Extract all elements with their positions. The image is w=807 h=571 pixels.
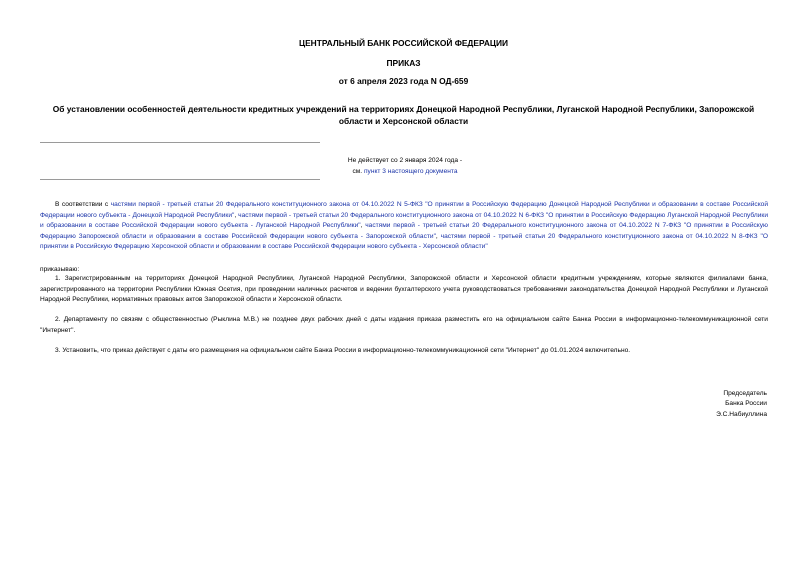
divider-top [40,142,320,143]
basis-prefix: В соответствии с [55,201,111,208]
law-link-6-fkz[interactable]: частями первой - третьей статьи 20 Федерального конституционного закона от 04.10.2022 N 6-ФКЗ "О принятии в Российскую Федерацию Луганской Народной Республики и образовании в составе Российской Федерации нового субъекта - Луганской Народной Республики" [40,211,768,230]
law-link-5-fkz[interactable]: частями первой - третьей статьи 20 Федерального конституционного закона от 04.10.2022 N 5-ФКЗ "О принятии в Российскую Федерацию Донецкой Народной Республики и образовании в составе Российской Федерации нового субъекта - Донецкой Народной Республики" [40,201,769,219]
document-subject-title: Об установлении особенностей деятельности кредитных учреждений на территориях Донецкой Народной Республики, Луганской Народной Республики, Запорожской области и Херсонской области [52,104,755,126]
document-date-number: от 6 апреля 2023 года N ОД-659 [338,76,469,86]
signatory-name: Э.С.Набиуллина [716,410,767,418]
status-note-line1: Не действует со 2 января 2024 года - [347,157,463,164]
basis-separator: , [435,232,441,240]
status-note-line2 [320,166,490,177]
status-note [320,155,490,177]
signature-block [716,389,767,420]
status-note-prefix: см. [352,168,364,175]
law-link-8-fkz[interactable]: частями первой - третьей статьи 20 Федерального конституционного закона от 04.10.2022 N 8-ФКЗ "О принятии в Российскую Федерацию Херсонской области и образовании в составе Российской Федерации нового субъекта - Херсонской области" [40,232,768,251]
ordered-word: приказываю: [40,266,80,273]
basis-paragraph [40,200,768,253]
organization-heading: ЦЕНТРАЛЬНЫЙ БАНК РОССИЙСКОЙ ФЕДЕРАЦИИ [298,38,509,48]
order-item-3: 3. Установить, что приказ действует с даты его размещения на официальном сайте Банка России в информационно-телекоммуникационной сети "Интернет" до 01.01.2024 включительно. [55,347,631,354]
signatory-position-line1: Председатель [723,390,767,397]
status-note-link[interactable]: пункт 3 настоящего документа [363,168,458,175]
document-type-heading: ПРИКАЗ [386,58,421,68]
order-item-2: 2. Департаменту по связям с общественностью (Рыклина М.В.) не позднее двух рабочих дней с даты издания приказа разместить его на официальном сайте Банка России в информационно-телекоммуникационной сети "Интернет". [40,316,768,334]
basis-separator: , [360,222,366,230]
law-link-7-fkz[interactable]: частями первой - третьей статьи 20 Федерального конституционного закона от 04.10.2022 N 7-ФКЗ "О принятии в Российскую Федерацию Запорожской области и образовании в составе Российской Федерации нового субъекта - Запорожской области" [40,222,768,240]
signatory-position-line2: Банка России [725,400,767,408]
divider-bottom [40,179,320,180]
basis-separator: , [234,211,239,219]
order-item-1: 1. Зарегистрированным на территориях Донецкой Народной Республики, Луганской Народной Республики, Запорожской области и Херсонской области кредитным учреждениям, которые являются филиалами банка, зарегистрированного на территории Республики Южная Осетия, при проведении наличных расчетов и ведении бухгалтерского учета руководствоваться требованиями законодательства Донецкой Народной Республики и Луганской Народной Республики, нормативных правовых актов Запорожской области и Херсонской области. [40,275,768,304]
